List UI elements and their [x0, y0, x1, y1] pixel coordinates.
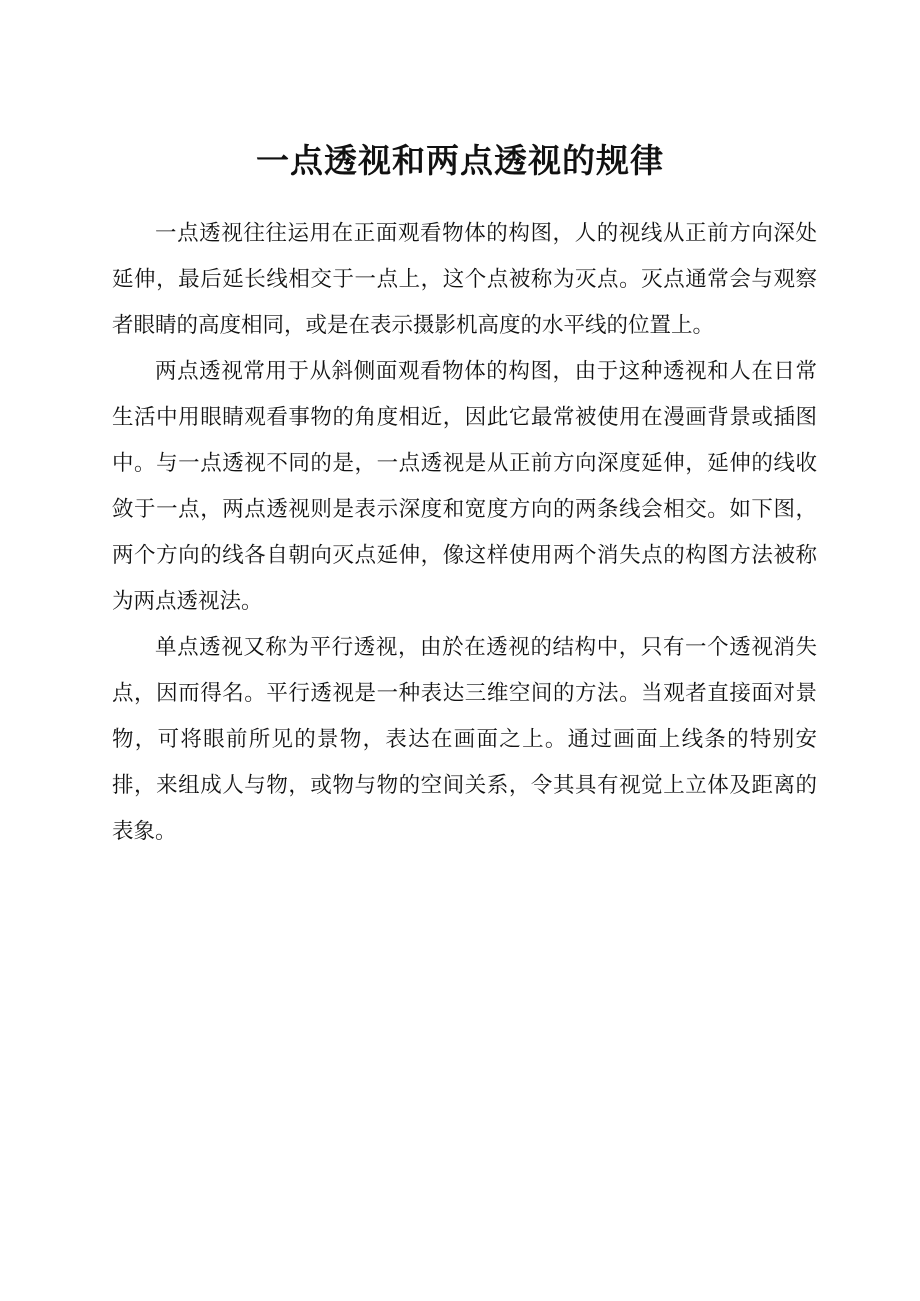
paragraph-two-point-perspective: 两点透视常用于从斜侧面观看物体的构图，由于这种透视和人在日常生活中用眼睛观看事物的角度相近，因此它最常被使用在漫画背景或插图中。与一点透视不同的是，一点透视是从正前方向深度延伸，延伸的线收敛于一点，两点透视则是表示深度和宽度方向的两条线会相交。如下图，两个方向的线各自朝向灭点延伸，像这样使用两个消失点的构图方法被称为两点透视法。 [112, 359, 817, 614]
document-title: 一点透视和两点透视的规律 [256, 141, 664, 181]
paragraph-parallel-perspective: 单点透视又称为平行透视，由於在透视的结构中，只有一个透视消失点，因而得名。平行透视是一种表达三维空间的方法。当观者直接面对景物，可将眼前所见的景物，表达在画面之上。通过画面上线条的特别安排，来组成人与物，或物与物的空间关系，令其具有视觉上立体及距离的表象。 [112, 635, 817, 844]
paragraph-one-point-perspective: 一点透视往往运用在正面观看物体的构图，人的视线从正前方向深处延伸，最后延长线相交于一点上，这个点被称为灭点。灭点通常会与观察者眼睛的高度相同，或是在表示摄影机高度的水平线的位置上。 [112, 221, 817, 338]
document-body [112, 211, 817, 855]
